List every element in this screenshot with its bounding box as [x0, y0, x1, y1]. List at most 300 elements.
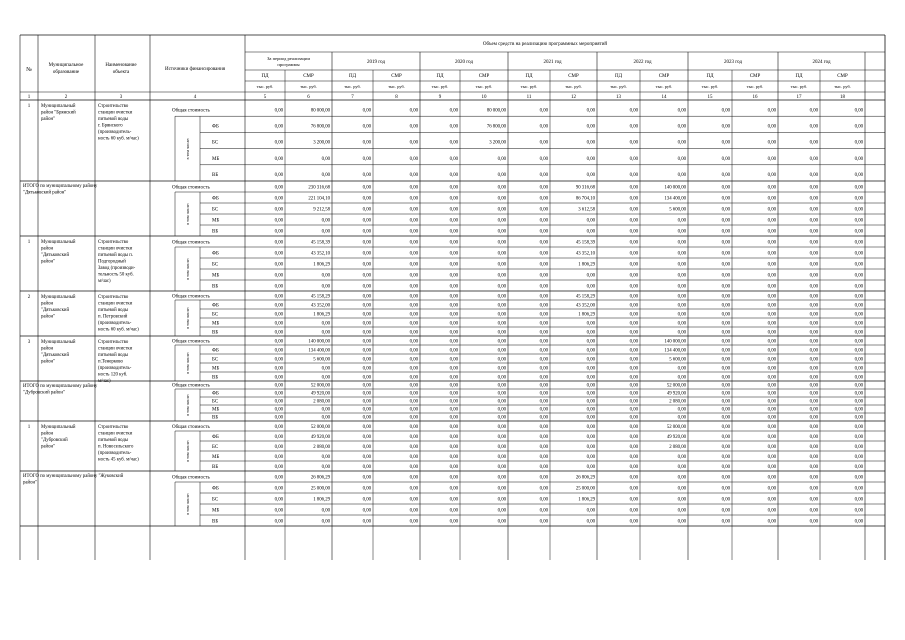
object-name: п. Новосельского — [98, 444, 134, 450]
value-cell: 52 000,00 — [310, 383, 330, 389]
value-cell: 0,00 — [677, 497, 686, 503]
value-cell: 0,00 — [497, 407, 506, 413]
value-cell: 0,00 — [809, 407, 818, 413]
object-name: м/час) — [98, 279, 111, 284]
value-cell: 0,00 — [629, 407, 638, 413]
value-cell: 0,00 — [274, 262, 283, 268]
municipality-name: район" — [41, 444, 56, 450]
value-cell: 134 400,00 — [308, 348, 330, 354]
value-cell: 0,00 — [767, 330, 776, 336]
smr-header: СМР — [749, 74, 761, 79]
value-cell: 0,00 — [809, 415, 818, 421]
value-cell: 0,00 — [497, 425, 506, 430]
source-label: МБ — [212, 156, 220, 162]
unit-label: тыс. руб. — [655, 84, 673, 89]
value-cell: 0,00 — [677, 321, 686, 327]
municipality-name: район" — [41, 314, 56, 320]
value-cell: 49 920,00 — [666, 391, 686, 397]
value-cell: 0,00 — [449, 185, 458, 191]
value-cell: 0,00 — [409, 357, 418, 363]
municipality-name: Муниципальный — [41, 425, 76, 430]
value-cell: 0,00 — [321, 321, 330, 327]
column-number: 9 — [438, 95, 442, 100]
value-cell: 0,00 — [539, 229, 548, 235]
value-cell: 0,00 — [586, 357, 595, 363]
value-cell: 0,00 — [409, 108, 418, 114]
value-cell: 0,00 — [362, 262, 371, 268]
value-cell: 0,00 — [767, 251, 776, 257]
header-municipality: Муниципальное образование — [48, 63, 84, 75]
source-label: МБ — [212, 508, 220, 514]
value-cell: 0,00 — [586, 229, 595, 235]
value-cell: 2 080,00 — [669, 445, 686, 450]
total-label: район" — [23, 480, 38, 486]
value-cell: 0,00 — [497, 348, 506, 354]
value-cell: 0,00 — [497, 435, 506, 440]
total-cost-label: Общая стоимость — [172, 383, 210, 389]
value-cell: 0,00 — [629, 262, 638, 268]
source-label: ФБ — [212, 486, 219, 492]
value-cell: 0,00 — [767, 519, 776, 525]
value-cell: 0,00 — [274, 455, 283, 460]
value-cell: 0,00 — [274, 357, 283, 363]
value-cell: 0,00 — [677, 375, 686, 381]
value-cell: 0,00 — [677, 330, 686, 336]
value-cell: 0,00 — [767, 240, 776, 246]
value-cell: 0,00 — [809, 294, 818, 300]
value-cell: 0,00 — [854, 366, 863, 372]
value-cell: 0,00 — [629, 284, 638, 290]
value-cell: 0,00 — [767, 284, 776, 290]
value-cell: 0,00 — [629, 391, 638, 397]
value-cell: 25 000,00 — [310, 486, 330, 492]
value-cell: 0,00 — [539, 508, 548, 514]
value-cell: 0,00 — [449, 366, 458, 372]
value-cell: 0,00 — [767, 407, 776, 413]
value-cell: 0,00 — [409, 435, 418, 440]
value-cell: 0,00 — [362, 312, 371, 318]
value-cell: 0,00 — [539, 391, 548, 397]
value-cell: 0,00 — [274, 284, 283, 290]
value-cell: 0,00 — [539, 383, 548, 389]
value-cell: 0,00 — [809, 366, 818, 372]
value-cell: 0,00 — [721, 415, 730, 421]
value-cell: 0,00 — [409, 140, 418, 146]
source-label: БС — [212, 262, 219, 268]
value-cell: 76 800,00 — [310, 124, 330, 130]
value-cell: 0,00 — [409, 321, 418, 327]
column-number: 10 — [481, 95, 487, 100]
value-cell: 0,00 — [677, 240, 686, 246]
value-cell: 0,00 — [767, 348, 776, 354]
value-cell: 0,00 — [809, 173, 818, 179]
value-cell: 0,00 — [449, 475, 458, 481]
value-cell: 0,00 — [449, 140, 458, 146]
value-cell: 0,00 — [274, 229, 283, 235]
object-name: Подгородный — [98, 259, 126, 265]
column-number: 8 — [395, 95, 398, 100]
value-cell: 0,00 — [409, 399, 418, 405]
object-name: (производитель- — [98, 130, 132, 135]
value-cell: 0,00 — [449, 519, 458, 525]
value-cell: 0,00 — [539, 140, 548, 146]
value-cell: 0,00 — [539, 218, 548, 224]
value-cell: 0,00 — [274, 486, 283, 492]
object-name: станции очистки — [98, 346, 133, 352]
value-cell: 0,00 — [274, 435, 283, 440]
value-cell: 0,00 — [409, 465, 418, 470]
column-number: 17 — [796, 95, 802, 100]
value-cell: 0,00 — [854, 124, 863, 130]
value-cell: 0,00 — [854, 415, 863, 421]
value-cell: 0,00 — [497, 196, 506, 202]
value-cell: 0,00 — [721, 312, 730, 318]
value-cell: 2 080,00 — [669, 399, 686, 405]
value-cell: 0,00 — [854, 108, 863, 114]
value-cell: 0,00 — [677, 407, 686, 413]
value-cell: 0,00 — [274, 497, 283, 503]
value-cell: 0,00 — [854, 196, 863, 202]
object-name: ность 60 куб. м/час) — [98, 136, 139, 142]
value-cell: 0,00 — [677, 475, 686, 481]
value-cell: 0,00 — [539, 455, 548, 460]
value-cell: 0,00 — [539, 185, 548, 191]
value-cell: 0,00 — [767, 303, 776, 309]
value-cell: 0,00 — [854, 284, 863, 290]
value-cell: 0,00 — [586, 330, 595, 336]
value-cell: 43 352,10 — [575, 251, 595, 257]
value-cell: 0,00 — [809, 140, 818, 146]
source-label: ФБ — [212, 196, 219, 202]
value-cell: 0,00 — [854, 445, 863, 450]
value-cell: 0,00 — [629, 497, 638, 503]
value-cell: 0,00 — [586, 407, 595, 413]
value-cell: 0,00 — [409, 229, 418, 235]
value-cell: 0,00 — [629, 218, 638, 224]
unit-label: тыс. руб. — [746, 84, 764, 89]
value-cell: 0,00 — [449, 375, 458, 381]
source-label: ВБ — [212, 519, 219, 525]
value-cell: 0,00 — [409, 455, 418, 460]
value-cell: 0,00 — [539, 475, 548, 481]
value-cell: 0,00 — [274, 156, 283, 162]
value-cell: 0,00 — [809, 383, 818, 389]
value-cell: 0,00 — [362, 357, 371, 363]
column-number: 11 — [526, 95, 532, 100]
value-cell: 3 200,00 — [489, 140, 506, 146]
value-cell: 0,00 — [767, 124, 776, 130]
value-cell: 0,00 — [274, 330, 283, 336]
value-cell: 0,00 — [362, 173, 371, 179]
value-cell: 0,00 — [809, 455, 818, 460]
period-header: 2023 год — [723, 60, 743, 65]
value-cell: 0,00 — [409, 497, 418, 503]
smr-header: СМР — [478, 74, 490, 79]
value-cell: 0,00 — [809, 156, 818, 162]
value-cell: 230 316,68 — [308, 185, 330, 191]
value-cell: 0,00 — [409, 240, 418, 246]
value-cell: 0,00 — [586, 425, 595, 430]
vertical-label: в том числе: — [185, 203, 190, 225]
value-cell: 0,00 — [854, 251, 863, 257]
value-cell: 0,00 — [767, 312, 776, 318]
source-label: ВБ — [212, 375, 219, 381]
value-cell: 0,00 — [362, 486, 371, 492]
value-cell: 0,00 — [854, 218, 863, 224]
value-cell: 0,00 — [539, 445, 548, 450]
value-cell: 0,00 — [629, 240, 638, 246]
total-cost-label: Общая стоимость — [172, 185, 210, 191]
column-number: 12 — [571, 95, 576, 100]
municipality-name: Муниципальный — [41, 104, 76, 109]
value-cell: 0,00 — [809, 486, 818, 492]
value-cell: 0,00 — [409, 486, 418, 492]
value-cell: 0,00 — [767, 497, 776, 503]
total-cost-label: Общая стоимость — [172, 339, 210, 345]
value-cell: 0,00 — [274, 391, 283, 397]
value-cell: 0,00 — [721, 339, 730, 345]
value-cell: 0,00 — [721, 240, 730, 246]
value-cell: 0,00 — [629, 435, 638, 440]
period-header: 2021 год — [543, 60, 562, 65]
value-cell: 0,00 — [274, 407, 283, 413]
value-cell: 0,00 — [721, 375, 730, 381]
value-cell: 0,00 — [362, 339, 371, 345]
value-cell: 0,00 — [586, 383, 595, 389]
value-cell: 0,00 — [721, 173, 730, 179]
value-cell: 25 000,00 — [575, 486, 595, 492]
value-cell: 0,00 — [539, 519, 548, 525]
source-label: ВБ — [212, 330, 219, 336]
object-name: Строительство — [98, 295, 129, 300]
object-name: Строительство — [98, 104, 129, 109]
value-cell: 0,00 — [321, 273, 330, 279]
value-cell: 0,00 — [629, 508, 638, 514]
value-cell: 0,00 — [629, 455, 638, 460]
value-cell: 0,00 — [539, 251, 548, 257]
value-cell: 0,00 — [677, 124, 686, 130]
value-cell: 0,00 — [321, 455, 330, 460]
value-cell: 0,00 — [409, 273, 418, 279]
value-cell: 45 158,29 — [575, 294, 595, 300]
value-cell: 0,00 — [362, 207, 371, 213]
value-cell: 0,00 — [586, 519, 595, 525]
value-cell: 5 600,00 — [669, 357, 686, 363]
smr-header: СМР — [658, 74, 670, 79]
municipality-name: район" — [41, 117, 56, 122]
value-cell: 0,00 — [539, 497, 548, 503]
value-cell: 0,00 — [497, 185, 506, 191]
value-cell: 0,00 — [586, 124, 595, 130]
value-cell: 1 806,29 — [578, 262, 595, 268]
source-label: ФБ — [212, 435, 219, 440]
value-cell: 0,00 — [854, 357, 863, 363]
value-cell: 0,00 — [449, 357, 458, 363]
value-cell: 0,00 — [767, 185, 776, 191]
value-cell: 0,00 — [409, 330, 418, 336]
value-cell: 0,00 — [497, 383, 506, 389]
vertical-label: в том числе: — [185, 394, 190, 416]
value-cell: 0,00 — [321, 465, 330, 470]
value-cell: 0,00 — [409, 425, 418, 430]
value-cell: 0,00 — [449, 251, 458, 257]
value-cell: 0,00 — [362, 435, 371, 440]
value-cell: 0,00 — [677, 294, 686, 300]
period-header: 2024 год — [812, 60, 831, 65]
value-cell: 0,00 — [449, 425, 458, 430]
value-cell: 0,00 — [767, 321, 776, 327]
value-cell: 0,00 — [497, 330, 506, 336]
object-block — [28, 339, 864, 384]
value-cell: 0,00 — [854, 207, 863, 213]
value-cell: 0,00 — [677, 519, 686, 525]
value-cell: 140 000,00 — [308, 339, 330, 345]
value-cell: 0,00 — [677, 218, 686, 224]
object-block — [28, 425, 864, 470]
pd-header: ПД — [614, 74, 623, 79]
value-cell: 0,00 — [274, 348, 283, 354]
value-cell: 0,00 — [677, 303, 686, 309]
value-cell: 0,00 — [449, 312, 458, 318]
smr-header: СМР — [837, 74, 848, 79]
value-cell: 0,00 — [629, 312, 638, 318]
value-cell: 0,00 — [767, 445, 776, 450]
period-header: За период реализации программы — [267, 56, 310, 67]
source-label: МБ — [212, 273, 220, 279]
value-cell: 0,00 — [854, 229, 863, 235]
value-cell: 0,00 — [539, 108, 548, 114]
value-cell: 0,00 — [721, 218, 730, 224]
value-cell: 0,00 — [767, 273, 776, 279]
value-cell: 0,00 — [274, 399, 283, 405]
value-cell: 0,00 — [362, 294, 371, 300]
value-cell: 0,00 — [497, 519, 506, 525]
municipality-name: Муниципальный — [41, 240, 76, 245]
value-cell: 134 400,00 — [664, 348, 686, 354]
value-cell: 0,00 — [854, 383, 863, 389]
value-cell: 0,00 — [274, 383, 283, 389]
value-cell: 0,00 — [629, 273, 638, 279]
value-cell: 0,00 — [497, 229, 506, 235]
value-cell: 0,00 — [539, 415, 548, 421]
value-cell: 0,00 — [586, 399, 595, 405]
source-label: ФБ — [212, 348, 219, 354]
value-cell: 0,00 — [409, 262, 418, 268]
value-cell: 0,00 — [721, 124, 730, 130]
value-cell: 5 600,00 — [313, 357, 330, 363]
value-cell: 0,00 — [449, 348, 458, 354]
value-cell: 0,00 — [854, 173, 863, 179]
value-cell: 0,00 — [767, 455, 776, 460]
value-cell: 0,00 — [854, 185, 863, 191]
value-cell: 0,00 — [409, 366, 418, 372]
value-cell: 0,00 — [497, 207, 506, 213]
value-cell: 0,00 — [449, 435, 458, 440]
value-cell: 0,00 — [497, 262, 506, 268]
value-cell: 0,00 — [629, 339, 638, 345]
value-cell: 0,00 — [497, 294, 506, 300]
value-cell: 0,00 — [721, 262, 730, 268]
value-cell: 49 920,00 — [666, 435, 686, 440]
unit-label: тыс. руб. — [388, 84, 405, 89]
value-cell: 0,00 — [721, 185, 730, 191]
source-label: ВБ — [212, 173, 219, 179]
value-cell: 0,00 — [854, 240, 863, 246]
vertical-label: в том числе: — [185, 440, 190, 462]
value-cell: 0,00 — [767, 508, 776, 514]
unit-label: тыс. руб. — [475, 84, 493, 89]
smr-header: СМР — [303, 74, 314, 79]
source-label: ВБ — [212, 415, 219, 421]
value-cell: 0,00 — [497, 240, 506, 246]
value-cell: 0,00 — [362, 251, 371, 257]
value-cell: 0,00 — [321, 173, 330, 179]
smr-header: СМР — [568, 74, 579, 79]
value-cell: 0,00 — [409, 218, 418, 224]
value-cell: 0,00 — [767, 218, 776, 224]
value-cell: 0,00 — [274, 218, 283, 224]
municipality-name: район — [41, 431, 54, 437]
value-cell: 0,00 — [497, 375, 506, 381]
value-cell: 0,00 — [809, 391, 818, 397]
value-cell: 86 704,10 — [575, 196, 595, 202]
value-cell: 0,00 — [362, 407, 371, 413]
total-cost-label: Общая стоимость — [172, 240, 210, 246]
value-cell: 0,00 — [539, 435, 548, 440]
value-cell: 0,00 — [629, 348, 638, 354]
value-cell: 3 200,00 — [313, 140, 330, 146]
municipality-name: район "Брянский — [41, 110, 76, 116]
value-cell: 0,00 — [539, 339, 548, 345]
source-label: ВБ — [212, 229, 219, 235]
value-cell: 0,00 — [809, 229, 818, 235]
value-cell: 0,00 — [854, 140, 863, 146]
value-cell: 0,00 — [809, 284, 818, 290]
value-cell: 0,00 — [449, 262, 458, 268]
column-number: 3 — [119, 95, 123, 100]
value-cell: 0,00 — [449, 218, 458, 224]
value-cell: 0,00 — [497, 251, 506, 257]
value-cell: 0,00 — [539, 399, 548, 405]
value-cell: 0,00 — [449, 294, 458, 300]
value-cell: 0,00 — [497, 508, 506, 514]
value-cell: 0,00 — [767, 383, 776, 389]
value-cell: 0,00 — [721, 196, 730, 202]
value-cell: 0,00 — [629, 465, 638, 470]
value-cell: 1 806,29 — [313, 262, 330, 268]
value-cell: 0,00 — [721, 229, 730, 235]
unit-label: тыс. руб. — [834, 84, 851, 89]
value-cell: 43 352,10 — [310, 251, 330, 257]
pd-header: ПД — [525, 74, 533, 79]
value-cell: 0,00 — [809, 251, 818, 257]
value-cell: 80 000,00 — [310, 108, 330, 114]
value-cell: 43 352,00 — [575, 303, 595, 309]
value-cell: 0,00 — [809, 262, 818, 268]
value-cell: 5 600,00 — [669, 207, 686, 213]
value-cell: 0,00 — [809, 196, 818, 202]
value-cell: 0,00 — [497, 173, 506, 179]
value-cell: 134 400,00 — [664, 196, 686, 202]
value-cell: 0,00 — [362, 140, 371, 146]
value-cell: 0,00 — [539, 465, 548, 470]
vertical-label: в том числе: — [185, 258, 190, 280]
value-cell: 0,00 — [409, 348, 418, 354]
value-cell: 0,00 — [321, 407, 330, 413]
value-cell: 0,00 — [274, 273, 283, 279]
value-cell: 0,00 — [854, 486, 863, 492]
value-cell: 0,00 — [409, 124, 418, 130]
